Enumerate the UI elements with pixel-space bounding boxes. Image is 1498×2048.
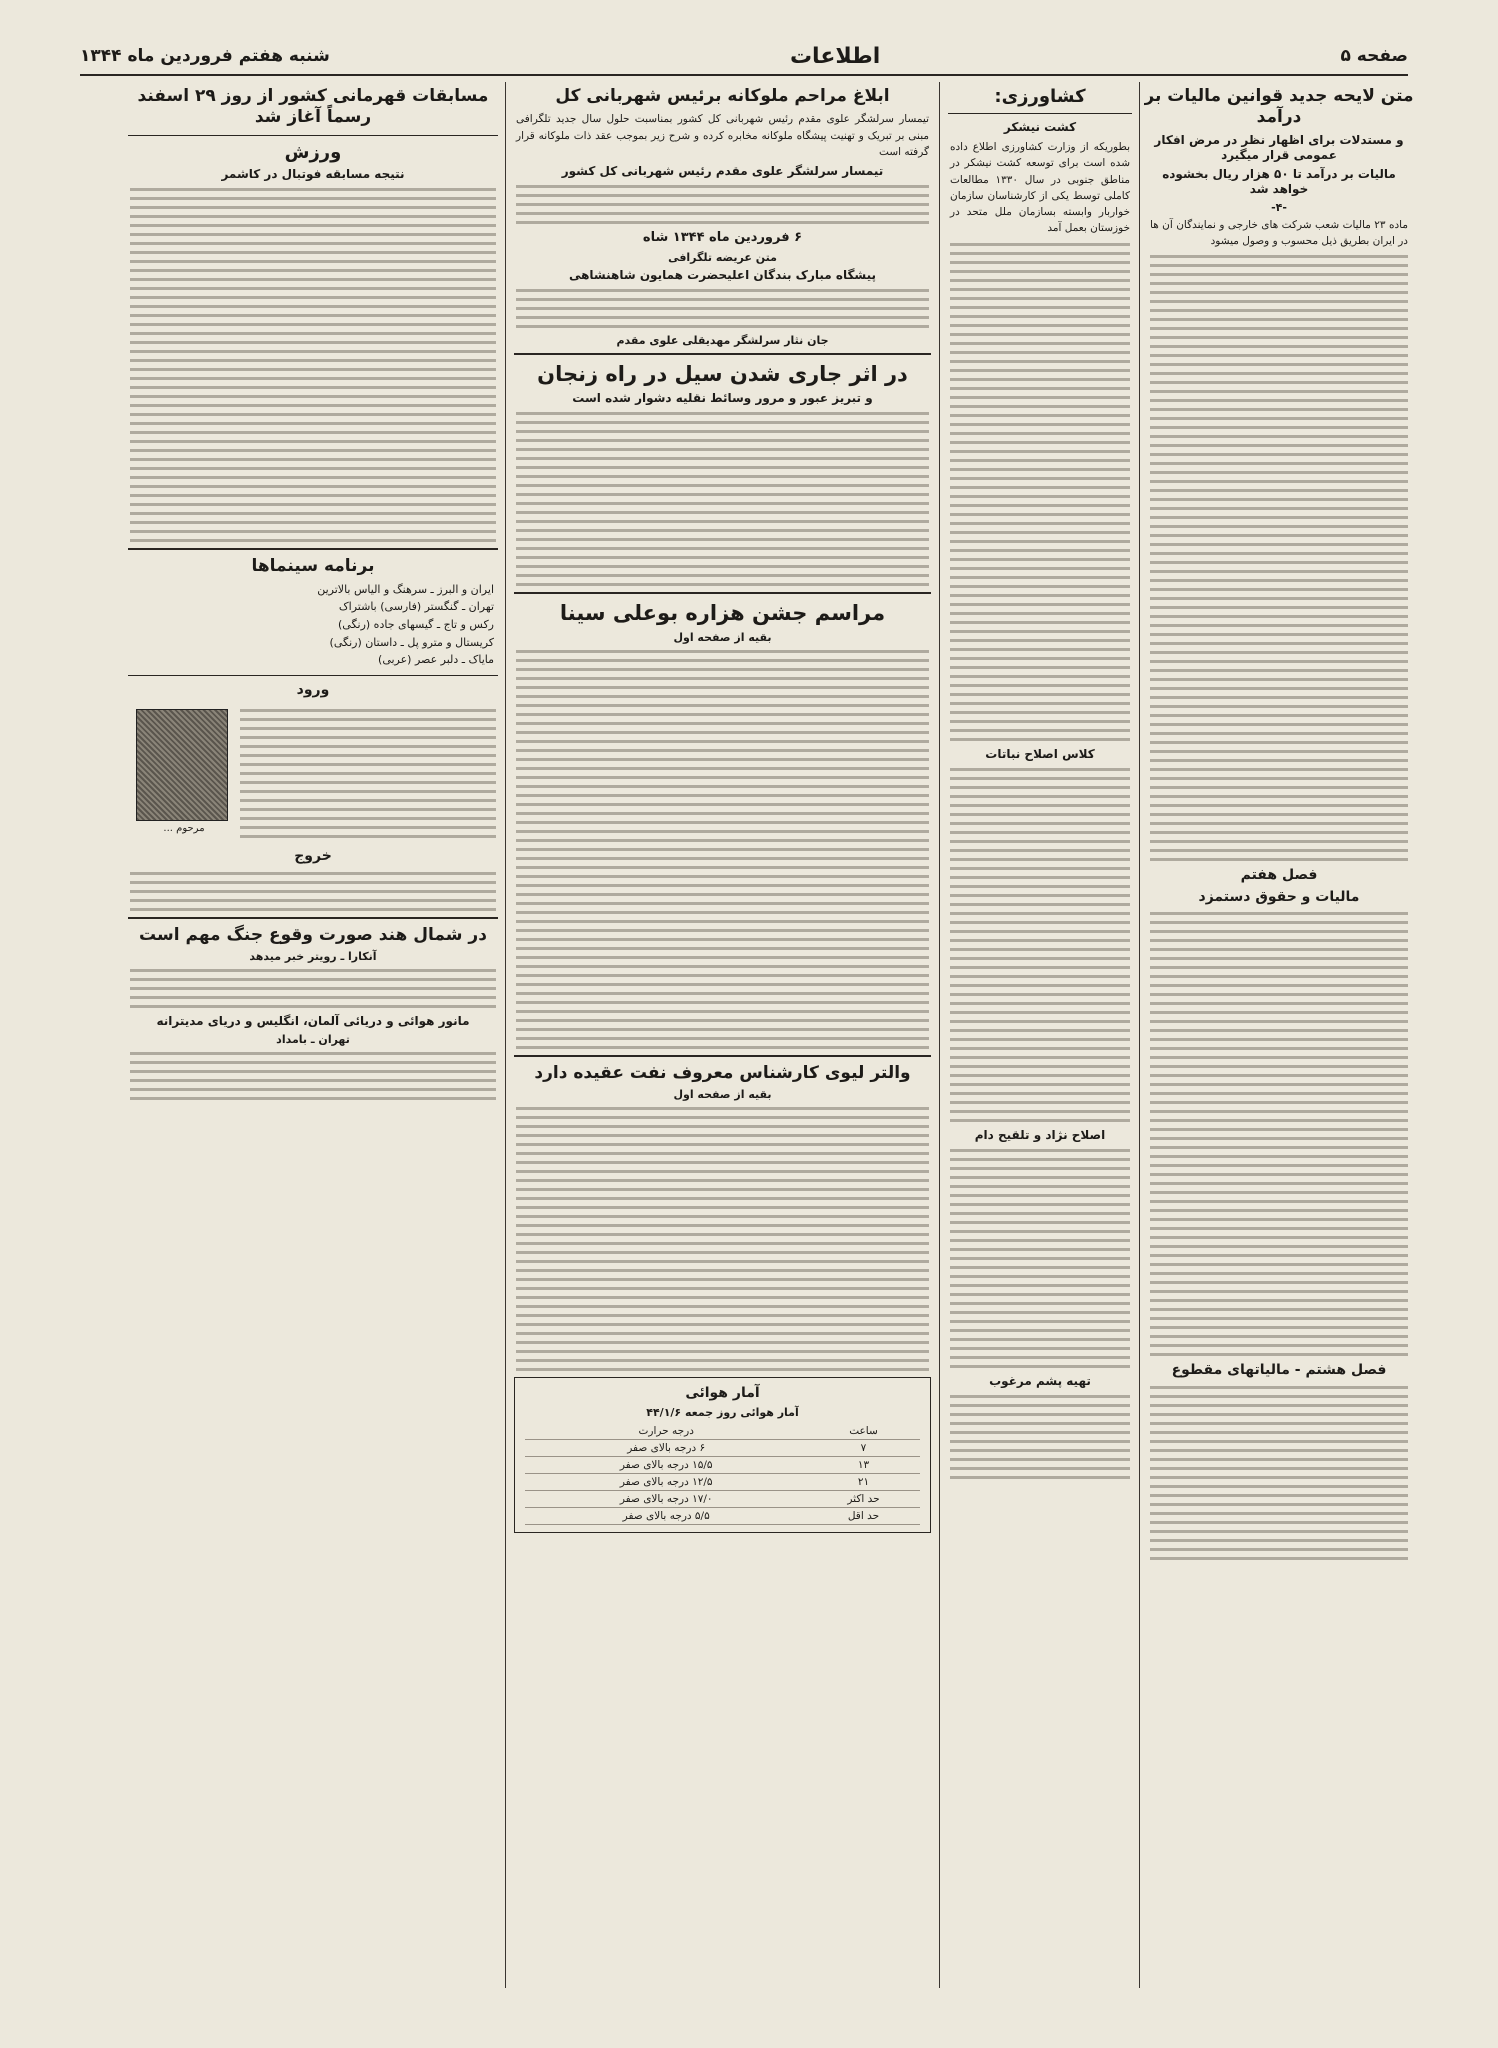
cinema-list bbox=[132, 581, 494, 669]
cinema-heading: برنامه سینماها bbox=[251, 555, 375, 576]
weather-cell: ۱۲/۵ درجه بالای صفر bbox=[525, 1474, 807, 1491]
agriculture-column bbox=[944, 82, 1136, 2038]
agriculture-heading: کشاورزی: bbox=[994, 86, 1086, 107]
article-body bbox=[1150, 1386, 1408, 1560]
wire-dateline-2: تهران ـ بامداد bbox=[276, 1032, 350, 1046]
article-body bbox=[516, 1107, 929, 1371]
weather-cell: ۷ bbox=[807, 1440, 920, 1457]
table-row bbox=[525, 1491, 920, 1508]
royal-message-headline: ابلاغ مراحم ملوکانه برئیس شهربانی کل bbox=[555, 86, 890, 106]
page-number: صفحه ۵ bbox=[1340, 46, 1408, 66]
weather-cell: حد اکثر bbox=[807, 1491, 920, 1508]
weather-cell: ۱۷/۰ درجه بالای صفر bbox=[525, 1491, 807, 1508]
section-heading: فصل هفتم bbox=[1240, 867, 1318, 884]
championship-headline: مسابقات قهرمانی کشور از روز ۲۹ اسفند رسماً آغاز شد bbox=[137, 86, 489, 128]
weather-cell: ۱۳ bbox=[807, 1457, 920, 1474]
tax-bill-lead: ماده ۲۳ مالیات شعب شرکت های خارجی و نمایندگان آن ها در ایران بطریق ذیل محسوب و وصول میشود bbox=[1150, 218, 1409, 247]
column-rule bbox=[939, 82, 940, 1988]
royal-message-subhead: تیمسار سرلشگر علوی مقدم رئیس شهربانی کل کشور bbox=[561, 164, 884, 179]
flood-headline: در اثر جاری شدن سیل در راه زنجان bbox=[537, 362, 908, 387]
tax-bill-subhead: و مستدلات برای اظهار نظر در مرض افکار عمومی قرار میگیرد bbox=[1154, 132, 1404, 162]
article-body bbox=[950, 1395, 1130, 1479]
article-body bbox=[516, 185, 929, 224]
wire-dateline: آنکارا ـ رویتر خبر میدهد bbox=[249, 949, 377, 963]
article-body bbox=[130, 969, 496, 1008]
list-item: مایاک ـ دلبر عصر (عربی) bbox=[378, 653, 494, 667]
agri-item-title: کلاس اصلاح نباتات bbox=[985, 746, 1095, 761]
list-item: کریستال و مترو پل ـ داستان (رنگی) bbox=[329, 635, 494, 649]
column-rule bbox=[1139, 82, 1140, 1988]
weather-cell: حد اقل bbox=[807, 1508, 920, 1525]
royal-message-lead: تیمسار سرلشگر علوی مقدم رئیس شهربانی کل کشور بمناسبت حلول سال جدید تلگرافی مبنی بر تبریک و تهنیت پیشگاه ملوکانه مخابره کرده و شرح زیر بموجب عقد ذات ملوکانه قرار گرفته است bbox=[516, 113, 929, 158]
agri-item-title: اصلاح نژاد و تلقیح دام bbox=[974, 1127, 1106, 1142]
weather-box bbox=[514, 1377, 931, 1534]
sports-column bbox=[124, 82, 502, 2038]
oil-expert-continued: بقیه از صفحه اول bbox=[673, 1087, 772, 1101]
flood-subhead: و تبریز عبور و مرور وسائط نقلیه دشوار شده است bbox=[572, 391, 873, 406]
table-row bbox=[525, 1440, 920, 1457]
agri-item-title: کشت نیشکر bbox=[1003, 120, 1077, 134]
india-war-headline: در شمال هند صورت وقوع جنگ مهم است bbox=[139, 924, 487, 945]
column-rule bbox=[505, 82, 506, 1988]
center-news-column bbox=[510, 82, 935, 2038]
weather-title: آمار هوائی bbox=[685, 1384, 760, 1401]
avicenna-headline: مراسم جشن هزاره بوعلی سینا bbox=[559, 601, 886, 626]
table-row bbox=[525, 1508, 920, 1525]
weather-col-header: درجه حرارت bbox=[525, 1423, 807, 1440]
royal-message-dateline: ۶ فروردین ماه ۱۳۴۴ شاه bbox=[642, 230, 803, 246]
table-row bbox=[525, 1457, 920, 1474]
football-result-headline: نتیجه مسابقه فوتبال در کاشمر bbox=[221, 166, 405, 181]
portrait-caption: مرحوم ... bbox=[163, 823, 205, 835]
telegram-label: متن عریضه تلگرافی bbox=[668, 251, 777, 265]
arrivals-heading: ورود bbox=[296, 681, 330, 698]
tax-bill-column bbox=[1144, 82, 1414, 2038]
list-item: ایران و البرز ـ سرهنگ و الیاس بالاترین bbox=[317, 582, 494, 596]
article-body bbox=[130, 1052, 496, 1100]
telegram-addressee: پیشگاه مبارک بندگان اعلیحضرت همایون شاهنشاهی bbox=[568, 268, 877, 283]
tax-bill-headline: متن لایحه جدید قوانین مالیات بر درآمد bbox=[1144, 86, 1414, 128]
tax-bill-subhead-2: مالیات بر درآمد تا ۵۰ هزار ریال بخشوده خواهد شد bbox=[1162, 166, 1396, 196]
list-item: تهران ـ گنگستر (فارسی) باشتراک bbox=[338, 600, 494, 614]
departures-heading: خروج bbox=[294, 848, 332, 865]
weather-cell: ۶ درجه بالای صفر bbox=[525, 1440, 807, 1457]
portrait-photo bbox=[136, 709, 228, 821]
article-body bbox=[240, 709, 496, 838]
list-item: رکس و تاج ـ گیسهای جاده (رنگی) bbox=[337, 617, 494, 631]
weather-cell: ۱۵/۵ درجه بالای صفر bbox=[525, 1457, 807, 1474]
table-row bbox=[525, 1474, 920, 1491]
table-row bbox=[525, 1423, 920, 1440]
weather-cell: ۵/۵ درجه بالای صفر bbox=[525, 1508, 807, 1525]
article-body bbox=[950, 243, 1130, 741]
section-subheading: مالیات و حقوق دستمزد bbox=[1198, 888, 1360, 905]
weather-cell: ۲۱ bbox=[807, 1474, 920, 1491]
article-body bbox=[1150, 255, 1408, 861]
newspaper-name: اطلاعات bbox=[789, 43, 881, 69]
agri-item-lead: بطوریکه از وزارت کشاورزی اطلاع داده شده است برای توسعه کشت نیشکر در مناطق جنوبی در سال ۱۳۳۰ مطالعات کاملی توسط یکی از کارشناسان سازمان خواربار وابسته بسازمان ملل متحد در خوزستان بعمل آمد bbox=[950, 141, 1130, 235]
part-number: -۴- bbox=[1271, 200, 1287, 214]
issue-date: شنبه هفتم فروردین ماه ۱۳۴۴ bbox=[80, 46, 330, 66]
article-body bbox=[516, 289, 929, 328]
article-body bbox=[1150, 912, 1408, 1356]
masthead bbox=[80, 38, 1408, 76]
sports-section-heading: ورزش bbox=[284, 141, 342, 163]
naval-exercise-headline: مانور هوائی و دریائی آلمان، انگلیس و دریای مدیترانه bbox=[156, 1013, 470, 1028]
weather-subtitle: آمار هوائی روز جمعه ۴۴/۱/۶ bbox=[646, 1406, 799, 1420]
telegram-signature: جان نثار سرلشگر مهدیقلی علوی مقدم bbox=[616, 334, 829, 348]
section-heading-2: فصل هشتم - مالیاتهای مقطوع bbox=[1171, 1362, 1387, 1379]
article-body bbox=[516, 650, 929, 1049]
weather-table bbox=[525, 1423, 920, 1525]
weather-col-header: ساعت bbox=[807, 1423, 920, 1440]
article-body bbox=[130, 188, 496, 542]
oil-expert-headline: والتر لیوی کارشناس معروف نفت عقیده دارد bbox=[534, 1062, 911, 1083]
article-body bbox=[950, 768, 1130, 1122]
article-body bbox=[130, 872, 496, 911]
avicenna-continued: بقیه از صفحه اول bbox=[673, 630, 772, 644]
article-body bbox=[516, 412, 929, 586]
article-body bbox=[950, 1149, 1130, 1368]
agri-item-title: تهیه پشم مرغوب bbox=[989, 1373, 1091, 1388]
